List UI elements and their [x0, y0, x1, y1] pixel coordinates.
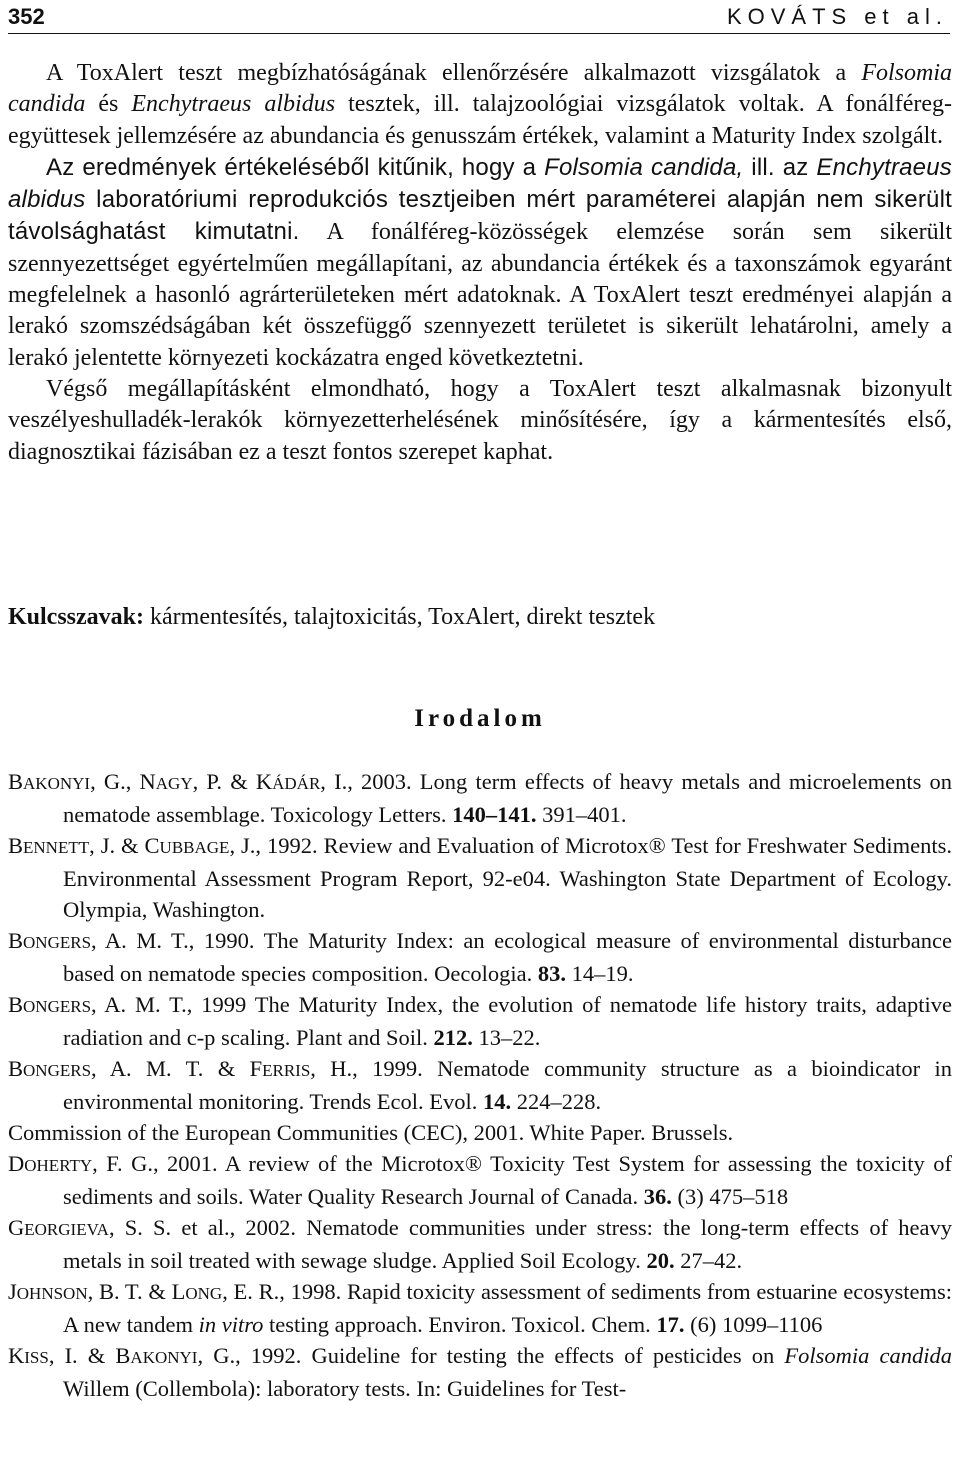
ref-author: AGY: [155, 774, 193, 793]
ref-text: The Maturity Index, the evolution of nematode life history traits, adaptive radiation and c-p scaling. Plant and Soil.: [63, 992, 952, 1050]
reference-item: Commission of the European Communities (CEC), 2001. White Paper. Brussels.: [8, 1120, 734, 1145]
page-header: [8, 0, 950, 34]
ref-volume: 20.: [646, 1248, 675, 1273]
reference-item: [8, 1053, 952, 1117]
ref-pages: (3) 475–518: [671, 1184, 789, 1209]
ref-pages: 27–42.: [674, 1248, 743, 1273]
paragraph-2: [8, 152, 952, 374]
ref-text: Review and Evaluation of Microtox® Test for Freshwater Sediments. Environmental Assessment Program Report, 92-e04. Washington State Department of Ecology. Olympia, Washington.: [63, 833, 952, 922]
ref-pages: 224–228.: [511, 1089, 602, 1114]
ref-author: EORGIEVA: [24, 1220, 109, 1239]
ref-text: Guideline for testing the effects of pesticides on: [301, 1343, 785, 1368]
ref-author: ONGERS: [23, 997, 92, 1016]
ref-author: , H., 1999.: [310, 1056, 423, 1081]
ref-text: testing approach. Environ. Toxicol. Chem.: [263, 1312, 657, 1337]
ref-text: Rapid toxicity assessment of sediments from estuarine ecosystems: A new tandem: [63, 1279, 952, 1337]
references-title: Irodalom: [414, 705, 546, 732]
ref-author: AKONYI: [130, 1348, 198, 1367]
ref-author: , G., N: [90, 769, 156, 794]
ref-author: D: [8, 1151, 25, 1176]
text-run: tesztek, ill. talajzoológiai vizsgálatok voltak. A fonálféreg-együttesek jellemzésére az abundancia és genusszám értékek, valamint a Maturity Index szolgált.: [8, 91, 953, 149]
keywords: [8, 602, 952, 633]
ref-author: , S. S. et al., 2002.: [108, 1215, 297, 1240]
paragraph-1: [8, 58, 952, 152]
text-run: A ToxAlert teszt megbízhatóságának ellenőrzésére alkalmazott vizsgálatok a: [46, 60, 862, 86]
ref-author: , J., 1992.: [229, 833, 318, 858]
ref-author: , J. & C: [89, 833, 160, 858]
reference-item: [8, 830, 952, 925]
ref-author: , A. M. T., 1999: [91, 992, 247, 1017]
summary-text: [8, 58, 952, 468]
ref-volume: 140–141.: [452, 802, 537, 827]
running-head: KOVÁTS et al.: [726, 4, 948, 29]
ref-author: , P. & K: [192, 769, 273, 794]
ref-author: ERRIS: [262, 1061, 311, 1080]
ref-volume: 212.: [433, 1025, 473, 1050]
ref-author: J: [8, 1279, 17, 1304]
reference-item: [8, 1212, 952, 1276]
ref-author: , G., 1992.: [197, 1343, 302, 1368]
ref-text: Nematode community structure as a bioindicator in environmental monitoring. Trends Ecol. Evol.: [63, 1056, 953, 1114]
ref-author: , I. & B: [48, 1343, 131, 1368]
reference-item: [8, 925, 952, 989]
ref-author: ÁDÁR: [272, 774, 321, 793]
ref-author: AKONYI: [23, 774, 91, 793]
ref-author: B: [8, 833, 24, 858]
ref-pages: 14–19.: [566, 961, 634, 986]
ref-author: ONG: [185, 1284, 223, 1303]
ref-author: OHERTY: [24, 1156, 93, 1175]
ref-author: , F. G., 2001.: [92, 1151, 218, 1176]
reference-list: [8, 766, 952, 1404]
text-run: ill. az: [743, 153, 817, 181]
ref-author: , A. M. T. & F: [91, 1056, 263, 1081]
ref-pages: 391–401.: [536, 802, 627, 827]
species-name: Folsomia candida,: [544, 153, 744, 181]
text-run: Az eredmények értékeléséből kitűnik, hogy a: [46, 153, 545, 181]
species-name: Folsomia candida: [784, 1343, 952, 1368]
ref-text: Willem (Collembola): laboratory tests. In: Guidelines for Test-: [63, 1376, 627, 1401]
ref-text: The Maturity Index: an ecological measure of environmental disturbance based on nematode species composition. Oecologia.: [63, 928, 952, 986]
text-run: és: [85, 91, 132, 118]
reference-item: [8, 989, 952, 1053]
reference-item: [8, 1340, 952, 1404]
paragraph-3: Végső megállapításként elmondható, hogy a ToxAlert teszt alkalmasnak bizonyult veszélyeshulladék-lerakók környezetterhelésének minősítésére, így a kármentesítés első, diagnosztikai fázisában ez a teszt fontos szerepet kaphat.: [8, 375, 952, 465]
ref-volume: 36.: [643, 1184, 672, 1209]
species-name: Folsomia candida: [8, 60, 952, 118]
ref-pages: (6) 1099–1106: [684, 1312, 823, 1337]
text-run: A fonálféreg-közösségek elemzése során sem sikerült szennyezettséget egyértelműen megállapítani, az abundancia értékek és a taxonszámok egyaránt megfelelnek a hasonló agrárterületeken mért adatoknak. A ToxAlert teszt eredményei alapján a lerakó szomszédságában két összefüggő szennyezett területet is sikerült lehatárolni, amely a lerakó jelentette környezeti kockázatra enged következtetni.: [8, 219, 953, 371]
reference-item: [8, 1276, 952, 1340]
ref-author: UBBAGE: [159, 838, 230, 857]
ref-text: A review of the Microtox® Toxicity Test System for assessing the toxicity of sediments and soils. Water Quality Research Journal of Canada.: [63, 1151, 952, 1209]
ref-volume: 14.: [482, 1089, 512, 1114]
ref-text: Long term effects of heavy metals and microelements on nematode assemblage. Toxicology Letters.: [63, 769, 952, 827]
keywords-text: kármentesítés, talajtoxicitás, ToxAlert, direkt tesztek: [144, 604, 656, 630]
ref-author: ONGERS: [23, 1061, 92, 1080]
ref-pages: 13–22.: [472, 1025, 541, 1050]
ref-author: B: [8, 769, 24, 794]
ref-author: ENNETT: [23, 838, 90, 857]
ref-volume: 17.: [656, 1312, 685, 1337]
ref-author: , I., 2003.: [320, 769, 412, 794]
species-name: Enchytraeus albidus: [131, 91, 336, 118]
header-rule: [8, 33, 950, 34]
ref-author: ISS: [24, 1348, 49, 1367]
reference-item: [8, 1148, 952, 1212]
ref-italic: in vitro: [198, 1312, 264, 1337]
ref-text: Nematode communities under stress: the long-term effects of heavy metals in soil treated with sewage sludge. Applied Soil Ecology.: [63, 1215, 952, 1273]
ref-author: B: [8, 928, 24, 953]
ref-author: ONGERS: [23, 933, 92, 952]
ref-volume: 83.: [537, 961, 566, 986]
page-number: 352: [8, 4, 45, 29]
ref-author: , A. M. T., 1990.: [91, 928, 255, 953]
ref-author: K: [8, 1343, 25, 1368]
ref-author: B: [8, 1056, 24, 1081]
ref-author: G: [8, 1215, 25, 1240]
keywords-label: Kulcsszavak:: [8, 604, 145, 630]
reference-item: [8, 766, 952, 830]
ref-author: B: [8, 992, 24, 1017]
species-name: Enchytraeus albidus: [8, 153, 952, 214]
text-run: laboratóriumi reprodukciós tesztjeiben mért paraméterei alapján nem sikerült távolsághatást kimutatni.: [8, 186, 952, 246]
ref-author: OHNSON: [16, 1284, 88, 1303]
ref-author: , B. T. & L: [87, 1279, 186, 1304]
ref-author: , E. R., 1998.: [222, 1279, 342, 1304]
